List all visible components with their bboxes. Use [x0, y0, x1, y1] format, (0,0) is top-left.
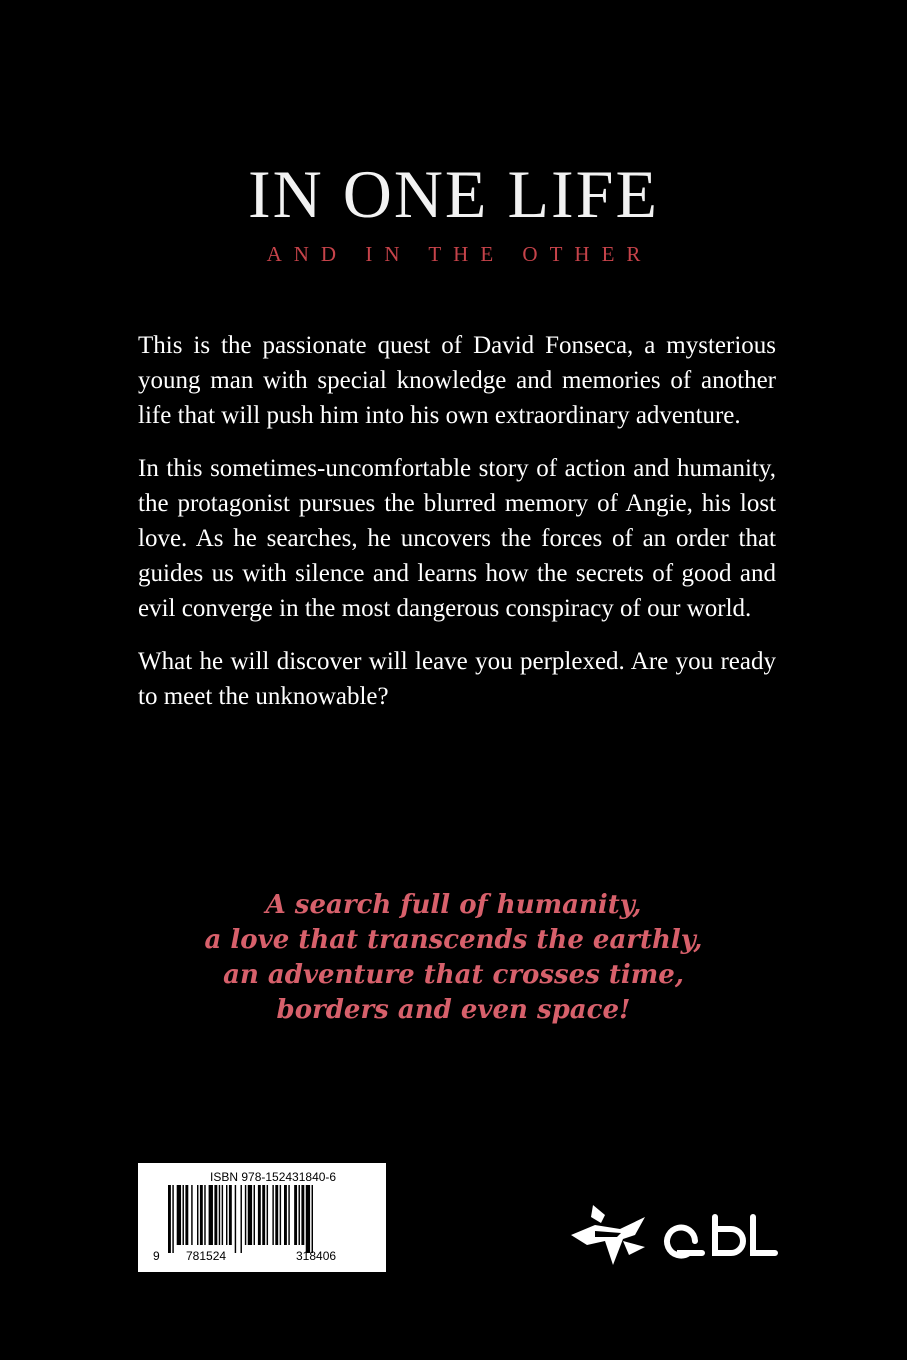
barcode-bar	[226, 1185, 227, 1245]
open-book-bird-icon	[571, 1205, 645, 1265]
blurb-paragraph: In this sometimes-uncomfortable story of action and humanity, the protagonist pursues the blurred memory of Angie, his lost love. As he searches, he uncovers the forces of an order that guides us with silence and learns how the secrets of good and evil converge in the most dangerous conspiracy of our world.	[138, 455, 776, 622]
blurb-paragraph: What he will discover will leave you perplexed. Are you ready to meet the unknowable?	[138, 648, 776, 710]
barcode-bar	[299, 1185, 300, 1245]
blurb-paragraph: This is the passionate quest of David Fonseca, a mysterious young man with special knowledge and memories of another life that will push him into his own extraordinary adventure.	[138, 332, 776, 429]
tagline-line: an adventure that crosses time,	[223, 960, 684, 990]
barcode-bar	[301, 1185, 304, 1245]
barcode-bar	[284, 1185, 287, 1245]
tagline-line: a love that transcends the earthly,	[204, 925, 703, 955]
barcode-bar	[306, 1185, 310, 1253]
barcode-bar	[267, 1185, 268, 1245]
barcode-bar	[197, 1185, 198, 1245]
barcode-bar	[185, 1185, 188, 1245]
tagline-line: borders and even space!	[276, 995, 631, 1025]
ebl-wordmark	[667, 1217, 775, 1256]
barcode-bar	[172, 1185, 173, 1253]
barcode-bar	[262, 1185, 265, 1245]
barcode-bar	[294, 1185, 297, 1245]
barcode-bar	[168, 1185, 171, 1253]
barcode-bar	[222, 1185, 223, 1245]
tagline	[0, 888, 907, 1028]
blurb	[138, 328, 776, 732]
barcode-bar	[204, 1185, 205, 1245]
barcode-bar	[219, 1185, 220, 1245]
barcode-bar	[229, 1185, 232, 1245]
barcode-bar	[248, 1185, 252, 1245]
barcode-left-digits: 781524	[186, 1249, 227, 1263]
barcode-bar	[200, 1185, 203, 1245]
book-title: IN ONE LIFE	[247, 156, 660, 232]
barcode-bars	[168, 1185, 368, 1253]
barcode-bar	[280, 1185, 281, 1245]
barcode-bar	[272, 1185, 273, 1245]
barcode-bar	[275, 1185, 278, 1245]
barcode-first-digit: 9	[153, 1249, 160, 1263]
barcode-bar	[235, 1185, 236, 1253]
barcode-bar	[209, 1185, 213, 1245]
barcode-bar	[241, 1185, 242, 1253]
barcode-bar	[254, 1185, 255, 1245]
barcode-bar	[177, 1185, 181, 1245]
barcode-bar	[312, 1185, 313, 1253]
isbn-barcode	[138, 1163, 386, 1272]
book-subtitle: AND IN THE OTHER	[266, 242, 653, 266]
barcode-bar	[183, 1185, 184, 1245]
barcode-right-digits: 318406	[296, 1249, 337, 1263]
barcode-bar	[191, 1185, 192, 1245]
barcode-bar	[288, 1185, 289, 1245]
barcode-bar	[258, 1185, 261, 1245]
barcode-bar	[214, 1185, 217, 1245]
tagline-line: A search full of humanity,	[265, 890, 642, 920]
barcode-bar	[245, 1185, 246, 1245]
publisher-logo	[565, 1195, 780, 1275]
isbn-text: ISBN 978-152431840-6	[210, 1170, 337, 1184]
